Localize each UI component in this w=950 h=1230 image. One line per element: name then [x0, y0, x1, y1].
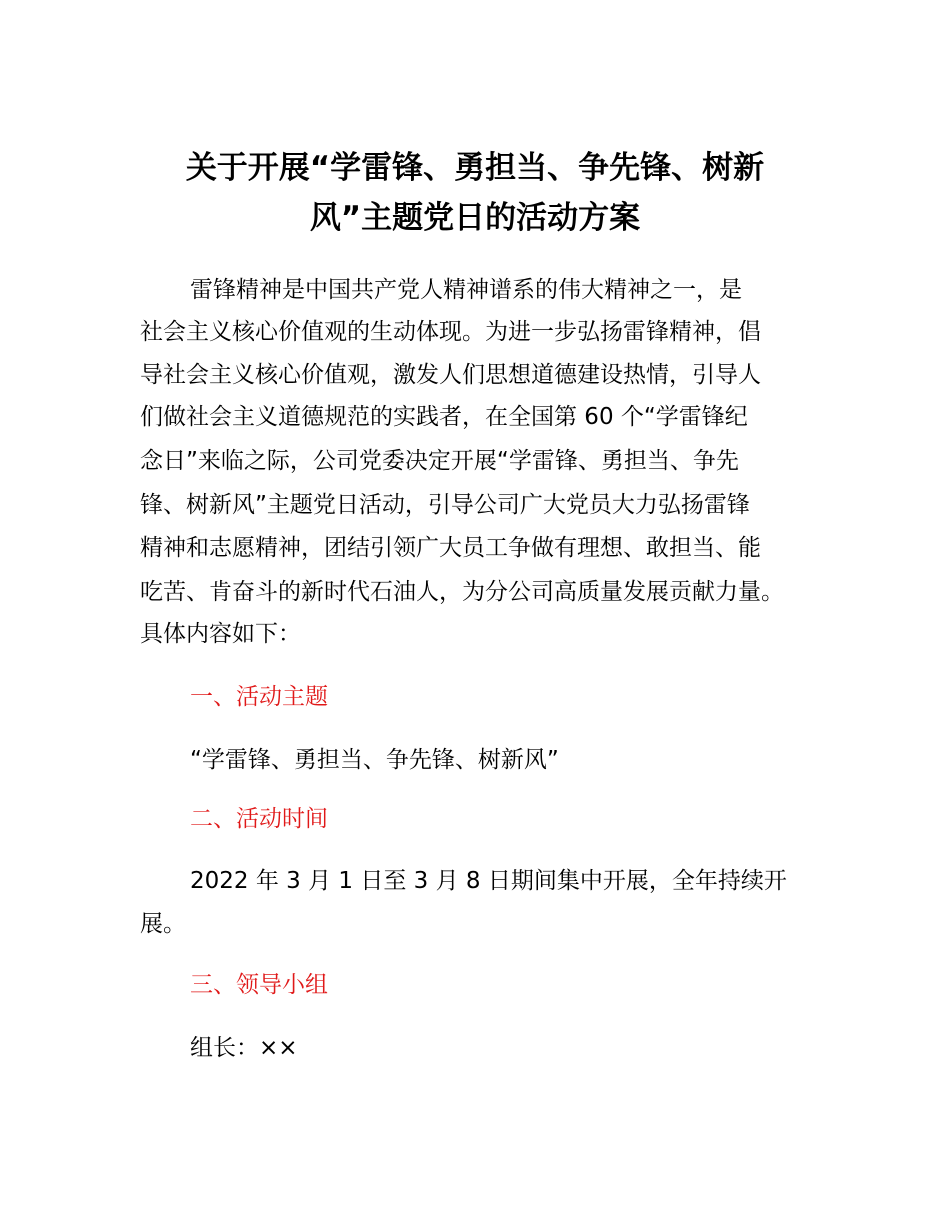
section-body-time-line-1: 2022 年 3 月 1 日至 3 月 8 日期间集中开展，全年持续开 [190, 868, 787, 894]
section-heading-time: 二、活动时间 [190, 806, 328, 832]
section-body-theme: “学雷锋、勇担当、争先锋、树新风” [190, 747, 559, 773]
intro-line-5: 念日”来临之际，公司党委决定开展“学雷锋、勇担当、争先 [140, 448, 739, 474]
intro-line-1: 雷锋精神是中国共产党人精神谱系的伟大精神之一，是 [190, 277, 742, 303]
intro-line-3: 导社会主义核心价值观，激发人们思想道德建设热情，引导人 [140, 362, 761, 388]
section-heading-theme: 一、活动主题 [190, 684, 328, 710]
intro-line-4: 们做社会主义道德规范的实践者，在全国第 60 个“学雷锋纪 [140, 404, 748, 430]
intro-line-2: 社会主义核心价值观的生动体现。为进一步弘扬雷锋精神，倡 [140, 319, 761, 345]
intro-line-7: 精神和志愿精神，团结引领广大员工争做有理想、敢担当、能 [140, 535, 761, 561]
section-body-leadership: 组长：×× [190, 1035, 298, 1061]
title-line-2: 风”主题党日的活动方案 [309, 200, 641, 236]
document-title [140, 143, 810, 243]
intro-line-8: 吃苦、肯奋斗的新时代石油人，为分公司高质量发展贡献力量。 [140, 579, 784, 605]
title-line-1: 关于开展“学雷锋、勇担当、争先锋、树新 [185, 150, 765, 186]
intro-line-9: 具体内容如下： [140, 621, 301, 647]
section-body-time-line-2: 展。 [140, 911, 186, 937]
intro-line-6: 锋、树新风”主题党日活动，引导公司广大党员大力弘扬雷锋 [140, 492, 750, 518]
section-heading-leadership: 三、领导小组 [190, 972, 328, 998]
